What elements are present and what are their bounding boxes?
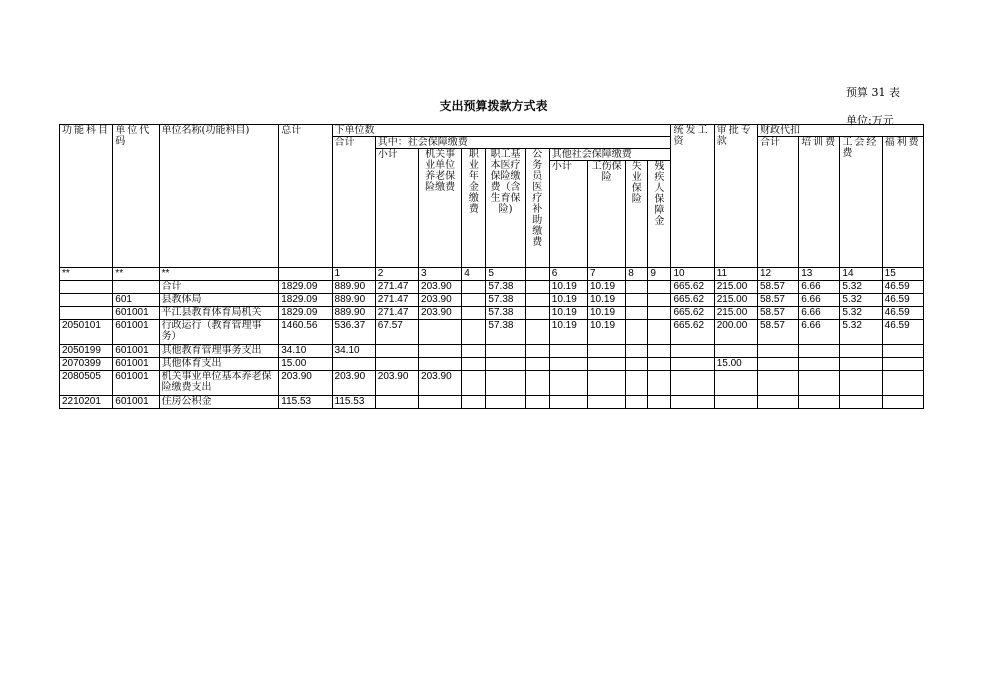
header-training: 培训费: [799, 137, 840, 268]
cell-c5: 57.38: [486, 281, 525, 294]
cell-c5: 57.38: [486, 294, 525, 307]
cell-c4: [462, 358, 486, 371]
table-row: [60, 371, 924, 396]
cell-c6: 10.19: [549, 320, 587, 345]
cell-c9: [648, 371, 671, 396]
cell-c7: [587, 396, 625, 409]
cell-c13: [799, 345, 840, 358]
index-cell: **: [60, 268, 113, 281]
table-row: [60, 358, 924, 371]
cell-c6: [549, 371, 587, 396]
header-disability: 残疾人保障金: [648, 161, 671, 268]
cell-c15: [882, 396, 923, 409]
cell-c8: [626, 358, 648, 371]
cell-c7: 10.19: [587, 320, 625, 345]
index-row: [60, 268, 924, 281]
cell-c3: [419, 320, 462, 345]
cell-name: 合计: [159, 281, 279, 294]
cell-func: 2210201: [60, 396, 113, 409]
cell-c3: [419, 358, 462, 371]
cell-name: 平江县教育体育局机关: [159, 307, 279, 320]
index-cell: **: [159, 268, 279, 281]
cell-c4: [462, 371, 486, 396]
cell-c5b: [525, 307, 549, 320]
table-row: [60, 307, 924, 320]
cell-c15: [882, 345, 923, 358]
cell-func: [60, 307, 113, 320]
cell-c3: 203.90: [419, 307, 462, 320]
cell-c8: [626, 396, 648, 409]
cell-c2: [375, 396, 418, 409]
cell-name: 机关事业单位基本养老保险缴费支出: [159, 371, 279, 396]
cell-c15: 46.59: [882, 281, 923, 294]
cell-c11: 215.00: [714, 307, 757, 320]
cell-c6: 10.19: [549, 281, 587, 294]
cell-c8: [626, 281, 648, 294]
index-cell: 12: [757, 268, 798, 281]
cell-code: 601: [113, 294, 159, 307]
cell-total: 1829.09: [279, 294, 332, 307]
cell-c9: [648, 358, 671, 371]
header-medical: 职工基本医疗保险缴费（含生育保险): [486, 149, 525, 268]
header-fw-subtotal: 合计: [757, 137, 798, 268]
cell-total: 1829.09: [279, 281, 332, 294]
cell-c13: 6.66: [799, 281, 840, 294]
header-unit-name: 单位名称(功能科目): [159, 125, 279, 268]
cell-c15: 46.59: [882, 320, 923, 345]
cell-c15: 46.59: [882, 307, 923, 320]
header-func-code: 功能科目: [60, 125, 113, 268]
cell-c8: [626, 345, 648, 358]
header-lower-subtotal: 合计: [332, 137, 375, 268]
index-cell: 11: [714, 268, 757, 281]
unit-label: 单位:万元: [846, 114, 894, 127]
cell-func: [60, 281, 113, 294]
cell-c12: 58.57: [757, 320, 798, 345]
cell-c1: 889.90: [332, 307, 375, 320]
table-row: [60, 320, 924, 345]
cell-c15: [882, 371, 923, 396]
cell-c9: [648, 281, 671, 294]
cell-c13: [799, 396, 840, 409]
index-cell: 9: [648, 268, 671, 281]
cell-c8: [626, 294, 648, 307]
cell-c5b: [525, 358, 549, 371]
cell-c13: [799, 371, 840, 396]
cell-c11: 215.00: [714, 281, 757, 294]
cell-c12: [757, 358, 798, 371]
cell-c12: 58.57: [757, 281, 798, 294]
cell-c6: 10.19: [549, 294, 587, 307]
cell-c13: 6.66: [799, 307, 840, 320]
cell-c1: 889.90: [332, 281, 375, 294]
cell-c13: 6.66: [799, 320, 840, 345]
cell-c8: [626, 371, 648, 396]
header-occupational-annuity: 职业年金缴费: [462, 149, 486, 268]
cell-c6: [549, 345, 587, 358]
header-work-injury: 工伤保险: [587, 161, 625, 268]
cell-name: 县教体局: [159, 294, 279, 307]
cell-c14: 5.32: [840, 320, 882, 345]
cell-c14: [840, 396, 882, 409]
cell-code: 601001: [113, 396, 159, 409]
page-title: 支出预算拨款方式表: [439, 99, 548, 113]
index-cell: 13: [799, 268, 840, 281]
cell-name: 行政运行（教育管理事务）: [159, 320, 279, 345]
cell-c2: 271.47: [375, 281, 418, 294]
header-total: 总计: [279, 125, 332, 268]
cell-c3: [419, 396, 462, 409]
cell-c6: [549, 396, 587, 409]
header-unemployment: 失业保险: [626, 161, 648, 268]
header-unified-salary: 统发工资: [671, 125, 714, 268]
index-cell: 14: [840, 268, 882, 281]
table-row: [60, 396, 924, 409]
cell-c7: [587, 371, 625, 396]
cell-c14: 5.32: [840, 294, 882, 307]
cell-func: 2050101: [60, 320, 113, 345]
cell-c10: [671, 358, 714, 371]
table-row: [60, 345, 924, 358]
header-finance-withhold: 财政代扣: [757, 125, 923, 137]
cell-c4: [462, 294, 486, 307]
cell-total: 15.00: [279, 358, 332, 371]
cell-c10: 665.62: [671, 281, 714, 294]
cell-c14: [840, 371, 882, 396]
cell-total: 203.90: [279, 371, 332, 396]
cell-c1: [332, 358, 375, 371]
cell-c10: [671, 396, 714, 409]
cell-name: 住房公积金: [159, 396, 279, 409]
cell-c12: 58.57: [757, 307, 798, 320]
header-other-ss: 其他社会保障缴费: [549, 149, 671, 161]
cell-code: 601001: [113, 371, 159, 396]
cell-c2: 67.57: [375, 320, 418, 345]
cell-c14: 5.32: [840, 307, 882, 320]
cell-c7: [587, 345, 625, 358]
cell-c4: [462, 281, 486, 294]
cell-c5: 57.38: [486, 320, 525, 345]
cell-c2: 203.90: [375, 371, 418, 396]
cell-c11: [714, 396, 757, 409]
cell-c5b: [525, 396, 549, 409]
header-approved-special: 审批专款: [714, 125, 757, 268]
index-cell: 1: [332, 268, 375, 281]
cell-c11: 215.00: [714, 294, 757, 307]
cell-c9: [648, 307, 671, 320]
cell-func: 2080505: [60, 371, 113, 396]
cell-c10: [671, 371, 714, 396]
cell-func: 2070399: [60, 358, 113, 371]
header-other-subtotal: 小计: [549, 161, 587, 268]
cell-c3: [419, 345, 462, 358]
index-cell: [525, 268, 549, 281]
cell-c1: 34.10: [332, 345, 375, 358]
index-cell: 10: [671, 268, 714, 281]
cell-c13: 6.66: [799, 294, 840, 307]
cell-c10: 665.62: [671, 320, 714, 345]
cell-code: [113, 281, 159, 294]
index-cell: 6: [549, 268, 587, 281]
cell-c5b: [525, 281, 549, 294]
cell-c5b: [525, 371, 549, 396]
cell-c6: [549, 358, 587, 371]
cell-c5b: [525, 320, 549, 345]
cell-c4: [462, 307, 486, 320]
cell-c7: [587, 358, 625, 371]
cell-c5b: [525, 294, 549, 307]
cell-code: 601001: [113, 307, 159, 320]
header-pension: 机关事业单位养老保险缴费: [419, 149, 462, 268]
cell-c2: [375, 358, 418, 371]
cell-c9: [648, 345, 671, 358]
cell-c12: 58.57: [757, 294, 798, 307]
cell-total: 34.10: [279, 345, 332, 358]
cell-c10: 665.62: [671, 294, 714, 307]
cell-code: 601001: [113, 358, 159, 371]
cell-c10: [671, 345, 714, 358]
cell-c1: 889.90: [332, 294, 375, 307]
index-cell: 5: [486, 268, 525, 281]
cell-c1: 536.37: [332, 320, 375, 345]
cell-c15: 46.59: [882, 294, 923, 307]
cell-code: 601001: [113, 320, 159, 345]
cell-name: 其他教育管理事务支出: [159, 345, 279, 358]
header-row-1: [60, 125, 924, 137]
cell-c14: 5.32: [840, 281, 882, 294]
cell-c9: [648, 396, 671, 409]
cell-c8: [626, 307, 648, 320]
cell-c9: [648, 294, 671, 307]
cell-total: 1829.09: [279, 307, 332, 320]
index-cell: 15: [882, 268, 923, 281]
cell-c11: [714, 345, 757, 358]
cell-c5b: [525, 345, 549, 358]
cell-func: [60, 294, 113, 307]
cell-total: 115.53: [279, 396, 332, 409]
cell-c12: [757, 345, 798, 358]
cell-c12: [757, 371, 798, 396]
cell-c5: [486, 396, 525, 409]
cell-c6: 10.19: [549, 307, 587, 320]
cell-c4: [462, 345, 486, 358]
cell-c7: 10.19: [587, 307, 625, 320]
index-cell: 7: [587, 268, 625, 281]
header-welfare: 福利费: [882, 137, 923, 268]
cell-c3: 203.90: [419, 281, 462, 294]
cell-c7: 10.19: [587, 281, 625, 294]
cell-c5: 57.38: [486, 307, 525, 320]
table-row: [60, 294, 924, 307]
cell-c13: [799, 358, 840, 371]
cell-c2: 271.47: [375, 307, 418, 320]
cell-c12: [757, 396, 798, 409]
cell-c10: 665.62: [671, 307, 714, 320]
cell-c5: [486, 358, 525, 371]
index-cell: 8: [626, 268, 648, 281]
cell-c4: [462, 396, 486, 409]
header-ss-subtotal: 小计: [375, 149, 418, 268]
cell-code: 601001: [113, 345, 159, 358]
cell-name: 其他体育支出: [159, 358, 279, 371]
cell-c11: 15.00: [714, 358, 757, 371]
cell-c15: [882, 358, 923, 371]
cell-c9: [648, 320, 671, 345]
cell-c4: [462, 320, 486, 345]
header-civil-servant-medical: 公务员医疗补助缴费: [525, 149, 549, 268]
index-cell: [279, 268, 332, 281]
cell-c14: [840, 345, 882, 358]
cell-c5: [486, 345, 525, 358]
header-social-security: 其中：社会保障缴费: [375, 137, 671, 149]
cell-c3: 203.90: [419, 294, 462, 307]
cell-c5: [486, 371, 525, 396]
cell-c11: 200.00: [714, 320, 757, 345]
cell-c1: 203.90: [332, 371, 375, 396]
index-cell: 4: [462, 268, 486, 281]
cell-c14: [840, 358, 882, 371]
cell-c2: 271.47: [375, 294, 418, 307]
index-cell: 2: [375, 268, 418, 281]
cell-c11: [714, 371, 757, 396]
cell-func: 2050199: [60, 345, 113, 358]
cell-c2: [375, 345, 418, 358]
cell-c7: 10.19: [587, 294, 625, 307]
index-cell: 3: [419, 268, 462, 281]
form-number: 预算 31 表: [846, 86, 900, 99]
header-unit-code: 单位代码: [113, 125, 159, 268]
table-row: [60, 281, 924, 294]
cell-total: 1460.56: [279, 320, 332, 345]
allocation-table: [59, 124, 924, 409]
index-cell: **: [113, 268, 159, 281]
cell-c3: 203.90: [419, 371, 462, 396]
header-union: 工会经费: [840, 137, 882, 268]
cell-c1: 115.53: [332, 396, 375, 409]
header-lower-unit: 下单位数: [332, 125, 671, 137]
cell-c8: [626, 320, 648, 345]
